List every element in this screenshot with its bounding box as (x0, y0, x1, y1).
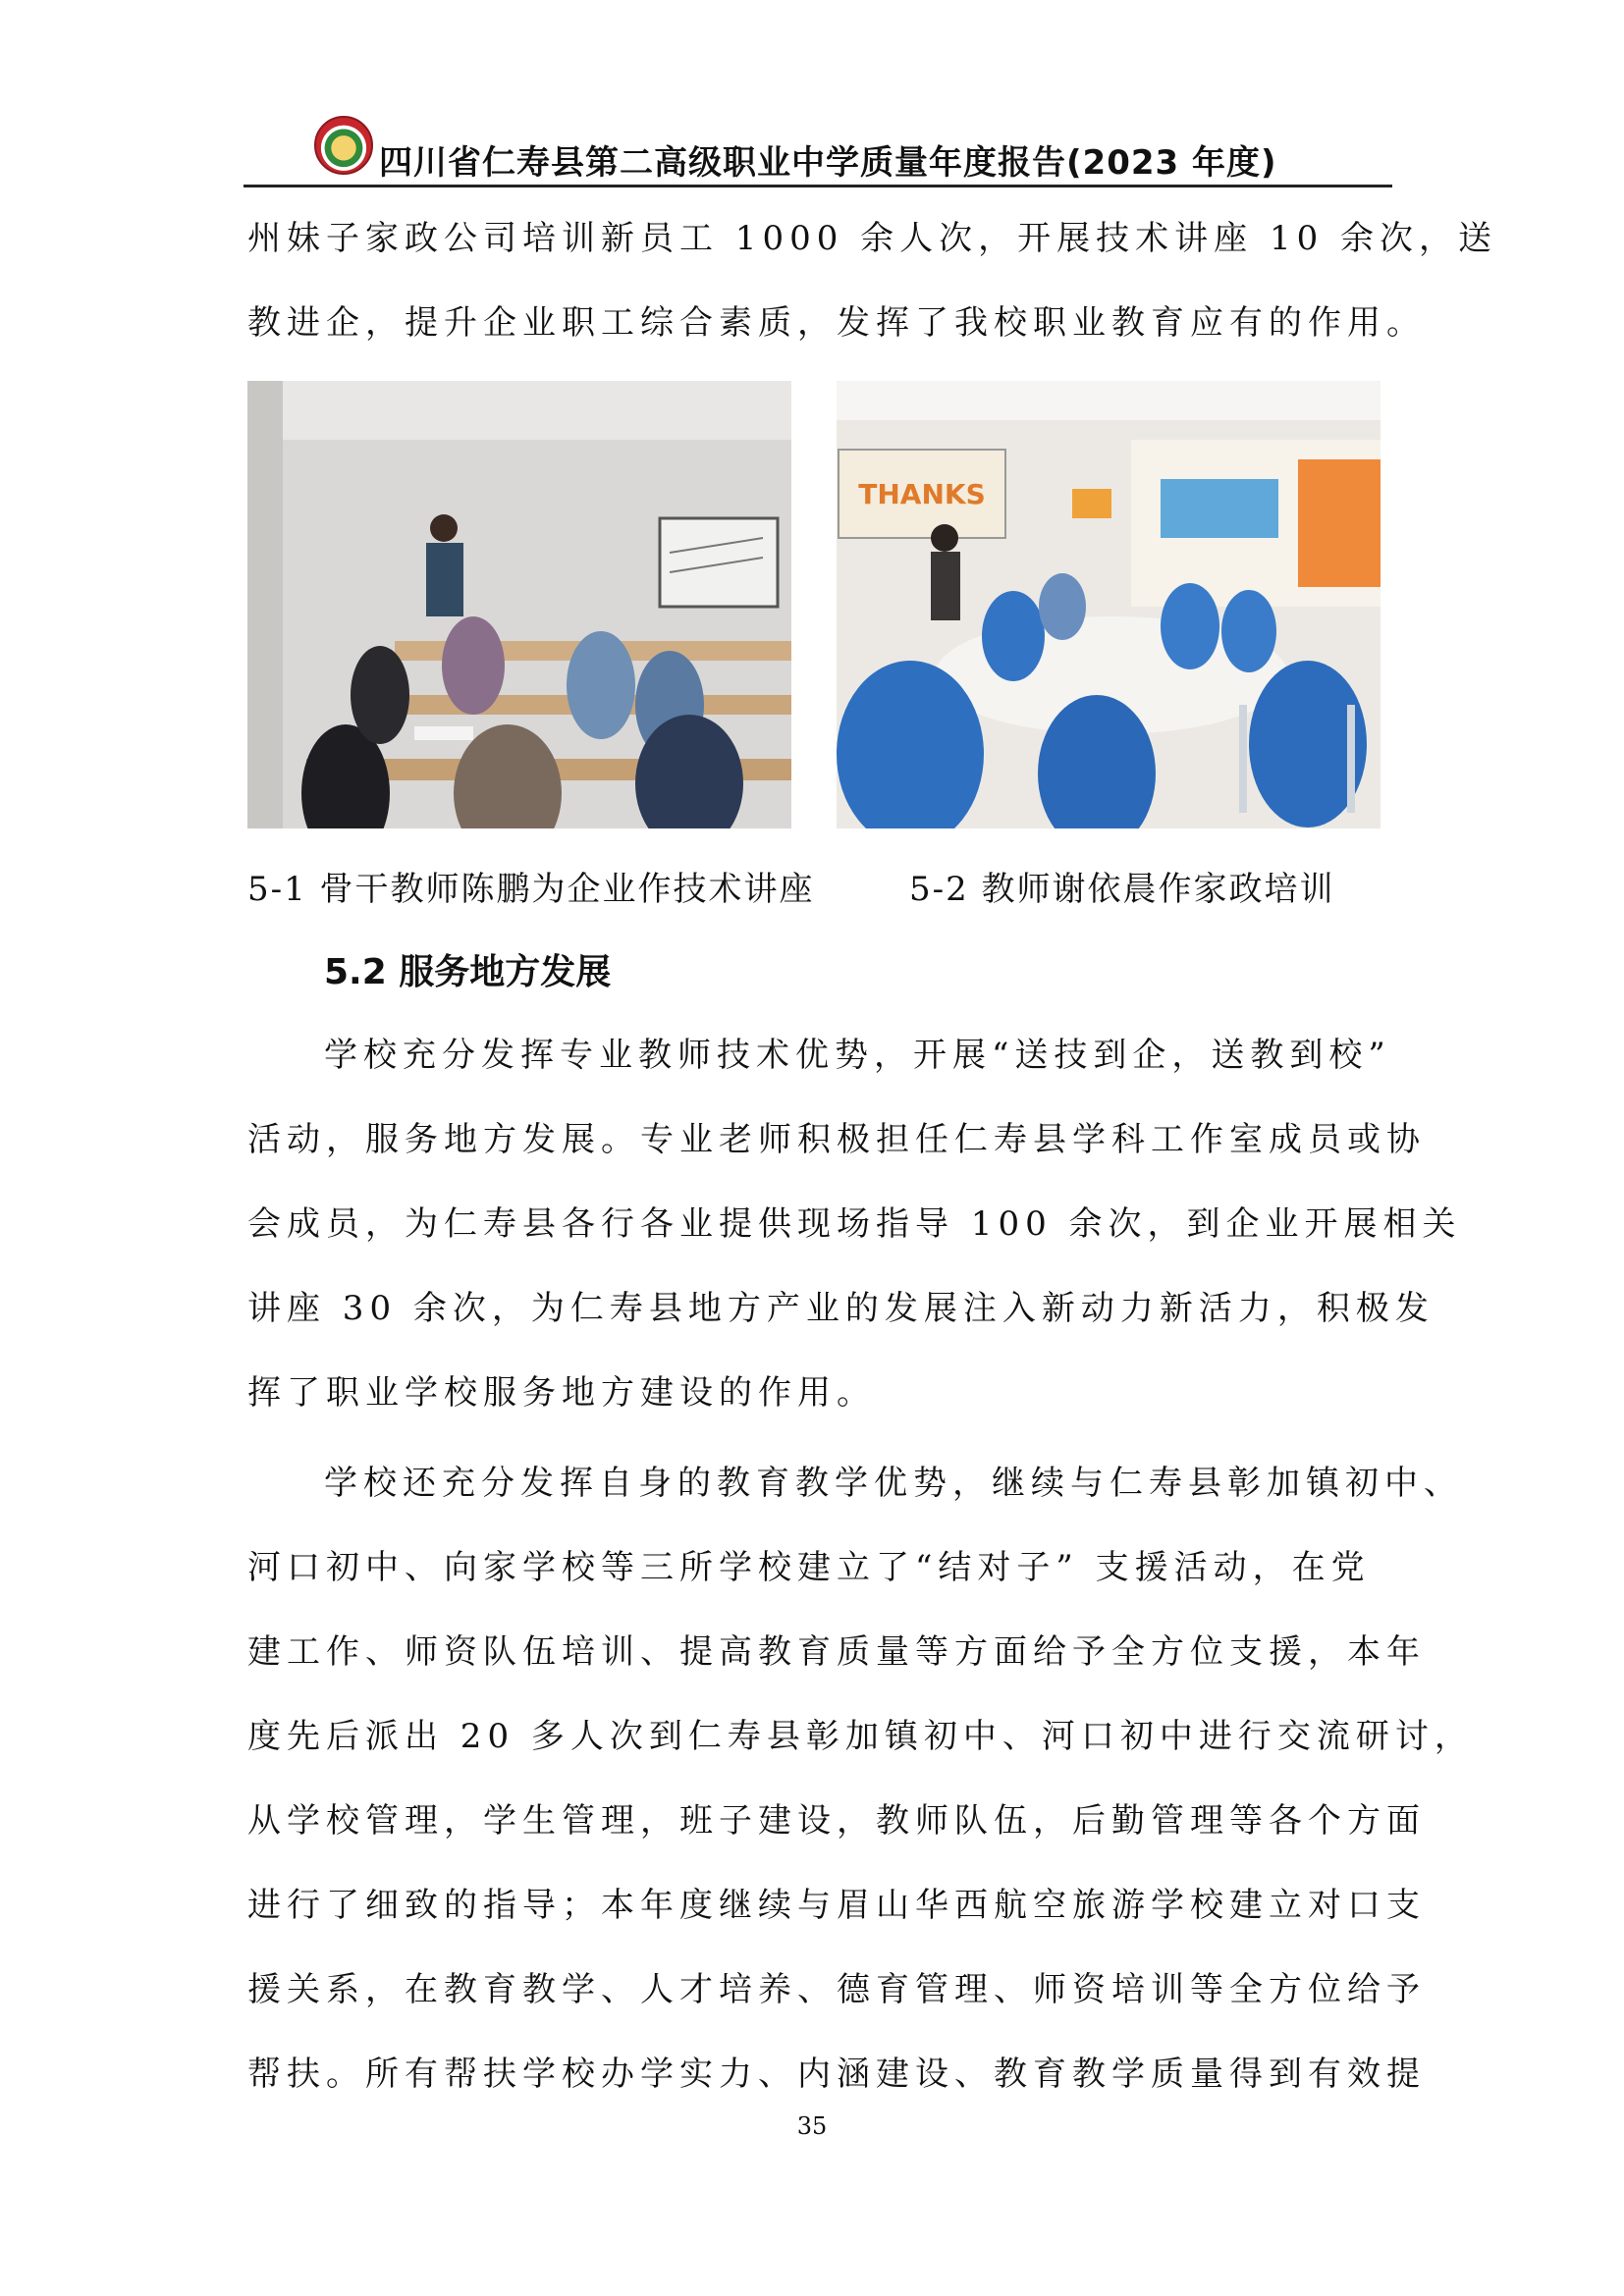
photo-housekeeping-training (837, 381, 1380, 828)
section-paragraph-1 (247, 1013, 1462, 1435)
text-line: 援关系，在教育教学、人才培养、德育管理、师资培训等全方位给予 (247, 1970, 1426, 2009)
text-line: 学校还充分发挥自身的教育教学优势，继续与仁寿县彰加镇初中、 (324, 1464, 1463, 1503)
page-header (244, 110, 1392, 188)
text-line: 活动，服务地方发展。专业老师积极担任仁寿县学科工作室成员或协 (247, 1120, 1426, 1159)
text-line: 讲座 30 余次，为仁寿县地方产业的发展注入新动力新活力，积极发 (247, 1289, 1435, 1328)
figure-caption-5-1: 5-1 骨干教师陈鹏为企业作技术讲座 (247, 870, 815, 909)
header-divider (244, 185, 1392, 187)
text-line: 州妹子家政公司培训新员工 1000 余人次，开展技术讲座 10 余次，送 (247, 219, 1498, 258)
photo-training-image (837, 381, 1380, 828)
text-line: 挥了职业学校服务地方建设的作用。 (247, 1373, 876, 1413)
text-line: 建工作、师资队伍培训、提高教育质量等方面给予全方位支援，本年 (247, 1632, 1426, 1672)
intro-paragraph (247, 196, 1498, 365)
text-line: 教进企，提升企业职工综合素质，发挥了我校职业教育应有的作用。 (247, 303, 1426, 343)
text-line: 河口初中、向家学校等三所学校建立了“结对子” 支援活动，在党 (247, 1548, 1371, 1587)
text-line: 从学校管理，学生管理，班子建设，教师队伍，后勤管理等各个方面 (247, 1801, 1426, 1841)
text-line: 进行了细致的指导；本年度继续与眉山华西航空旅游学校建立对口支 (247, 1886, 1426, 1925)
page-number: 35 (796, 2112, 828, 2140)
figure-caption-5-2: 5-2 教师谢依晨作家政培训 (909, 870, 1335, 909)
slide-thanks-text: THANKS (858, 478, 986, 510)
section-heading: 5.2 服务地方发展 (324, 952, 612, 992)
school-logo-icon (314, 116, 373, 175)
text-line: 帮扶。所有帮扶学校办学实力、内涵建设、教育教学质量得到有效提 (247, 2055, 1426, 2094)
report-title: 四川省仁寿县第二高级职业中学质量年度报告(2023 年度) (379, 143, 1277, 183)
photo-technical-lecture (247, 381, 791, 828)
text-line: 度先后派出 20 多人次到仁寿县彰加镇初中、河口初中进行交流研讨， (247, 1717, 1474, 1756)
section-paragraph-2 (247, 1441, 1474, 2116)
text-line: 会成员，为仁寿县各行各业提供现场指导 100 余次，到企业开展相关 (247, 1204, 1462, 1244)
photo-classroom-image (247, 381, 791, 828)
text-line: 学校充分发挥专业教师技术优势，开展“送技到企，送教到校” (324, 1036, 1391, 1075)
